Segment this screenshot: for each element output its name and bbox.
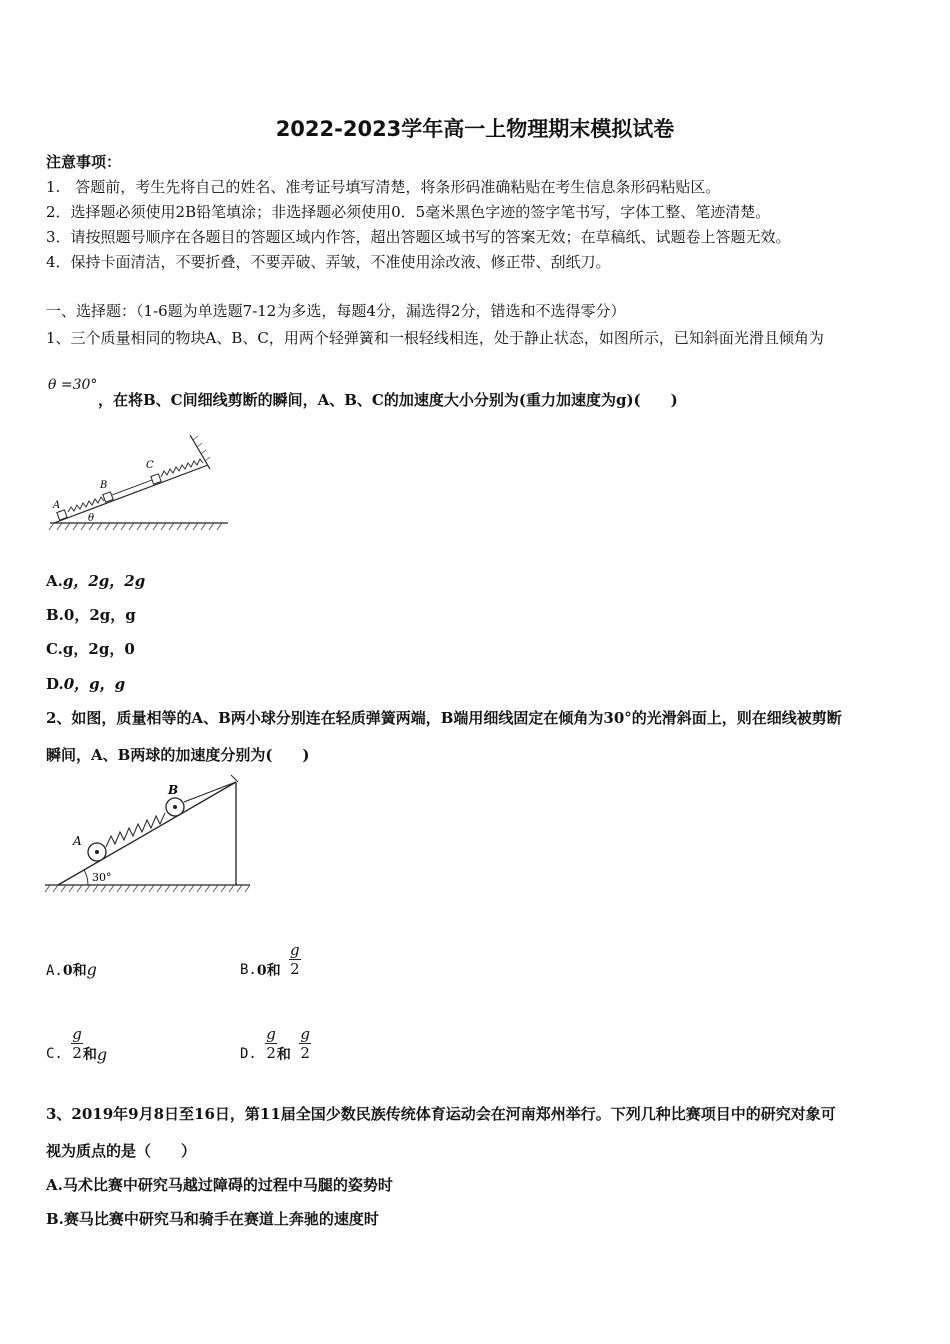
q2-label-angle: 30° bbox=[92, 871, 112, 884]
q1-label-theta: θ bbox=[88, 513, 95, 524]
q3-line1: 3、2019年9月8日至16日，第11届全国少数民族传统体育运动会在河南郑州举行。下列几种比赛项目中的研究对象可 bbox=[46, 1105, 836, 1123]
q2-line1: 2、如图，质量相等的A、B两小球分别连在轻质弹簧两端，B端用细线固定在倾角为30°的光滑斜面上，则在细线被剪断 bbox=[46, 709, 842, 727]
q1-label-b: B bbox=[100, 480, 108, 491]
q2-option-a: A.0和g bbox=[46, 960, 97, 979]
notice-heading: 注意事项： bbox=[46, 153, 122, 171]
q1-label-c: C bbox=[146, 460, 154, 471]
q3-line2: 视为质点的是（ ） bbox=[46, 1142, 197, 1160]
q2-option-d: D. $\frac{g}{2}$ 和 $\frac{g}{2}$ bbox=[240, 1024, 310, 1063]
q2-line2: 瞬间，A、B两球的加速度分别为( ) bbox=[46, 746, 310, 764]
q1-option-a: A.g，2g，2g bbox=[46, 572, 146, 590]
q2-label-b: B bbox=[168, 783, 179, 797]
q2-incline-figure bbox=[40, 770, 260, 900]
notice-item-4: 4．保持卡面清洁，不要折叠，不要弄破、弄皱，不准使用涂改液、修正带、刮纸刀。 bbox=[46, 253, 611, 271]
q1-label-a: A bbox=[53, 500, 61, 511]
notice-item-3: 3．请按照题号顺序在各题目的答题区域内作答，超出答题区域书写的答案无效；在草稿纸、试题卷上答题无效。 bbox=[46, 228, 791, 246]
q1-option-b: B.0，2g，g bbox=[46, 606, 136, 624]
q3-option-b: B.赛马比赛中研究马和骑手在赛道上奔驰的速度时 bbox=[46, 1210, 379, 1228]
q1-option-d: D.0，g，g bbox=[46, 675, 126, 693]
q1-incline-figure bbox=[40, 425, 240, 535]
q2-label-a: A bbox=[73, 834, 82, 848]
notice-item-1: 1. 答题前，考生先将自己的姓名、准考证号填写清楚，将条形码准确粘贴在考生信息条形码粘贴区。 bbox=[46, 178, 721, 196]
notice-item-2: 2．选择题必须使用2B铅笔填涂；非选择题必须使用0．5毫米黑色字迹的签字笔书写，字体工整、笔迹清楚。 bbox=[46, 203, 771, 221]
q1-option-c: C.g，2g，0 bbox=[46, 640, 135, 658]
q2-option-c: C. $\frac{g}{2}$ 和g bbox=[46, 1024, 108, 1064]
q2-d-fraction-1: $\frac{g}{2}$ bbox=[266, 1024, 276, 1062]
q1-line1: 1、三个质量相同的物块A、B、C，用两个轻弹簧和一根轻线相连，处于静止状态，如图所示，已知斜面光滑且倾角为 bbox=[46, 329, 824, 347]
q3-option-a: A.马术比赛中研究马越过障碍的过程中马腿的姿势时 bbox=[46, 1176, 393, 1194]
page-title: 2022-2023学年高一上物理期末模拟试卷 bbox=[275, 117, 675, 141]
q2-option-b: B.0和 $\frac{g}{2}$ bbox=[240, 940, 300, 979]
q2-b-fraction: $\frac{g}{2}$ bbox=[290, 940, 300, 978]
q2-d-fraction-2: $\frac{g}{2}$ bbox=[300, 1024, 310, 1062]
q1-line2: ，在将B、C间细线剪断的瞬间，A、B、C的加速度大小分别为(重力加速度为g)( ) bbox=[98, 391, 678, 409]
section-heading: 一、选择题：（1-6题为单选题7-12为多选，每题4分，漏选得2分，错选和不选得零分） bbox=[46, 302, 626, 320]
q2-c-fraction: $\frac{g}{2}$ bbox=[72, 1024, 82, 1062]
q1-theta-equation: θ =30° bbox=[48, 377, 98, 393]
